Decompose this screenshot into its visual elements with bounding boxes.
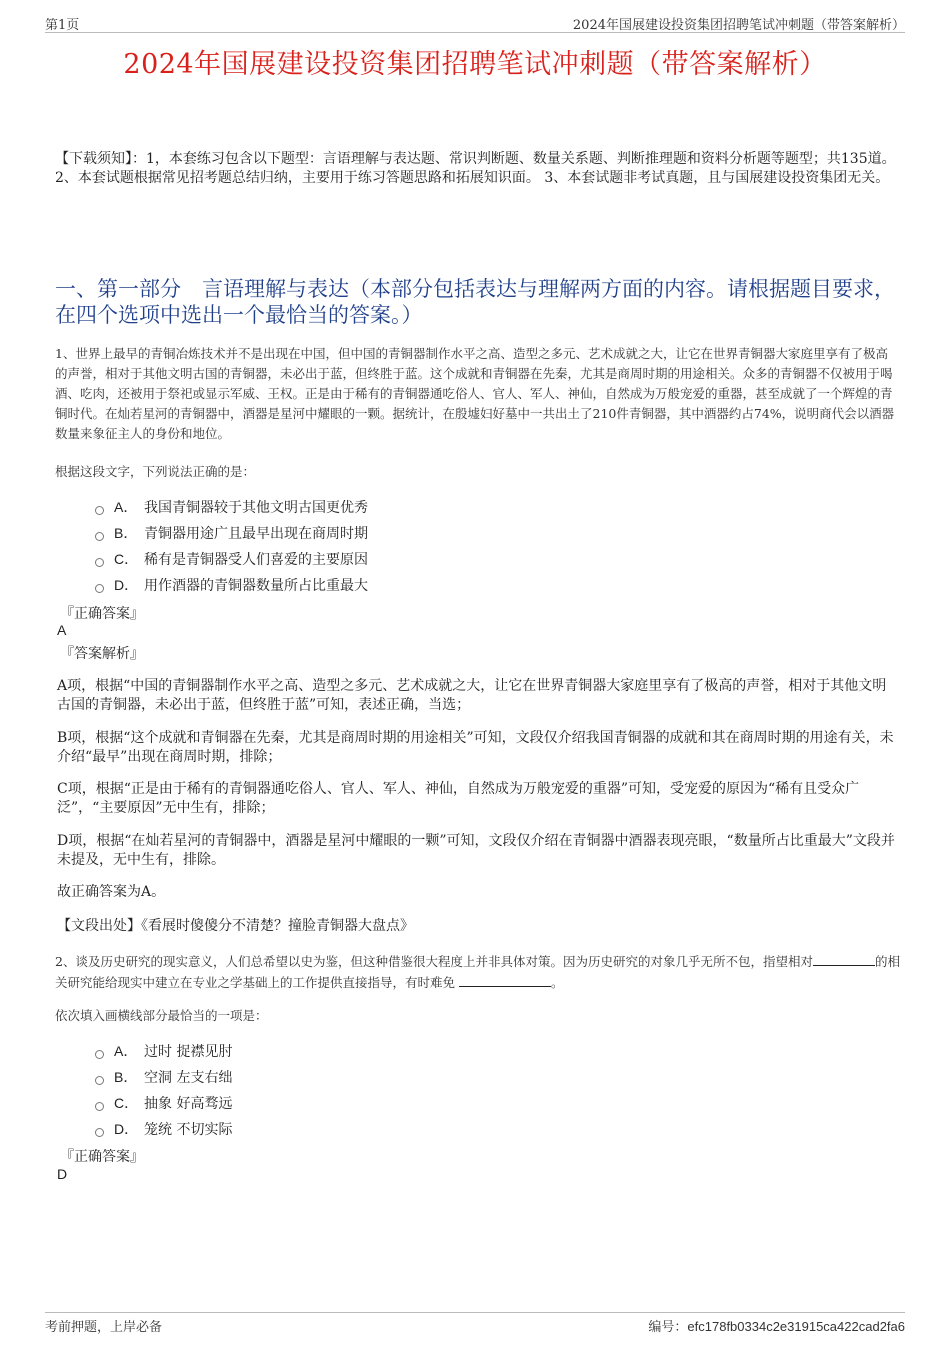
page-header xyxy=(45,12,905,33)
source-citation: 【文段出处】《看展时傻傻分不清楚？撞脸青铜器大盘点》 xyxy=(57,918,414,934)
radio-icon[interactable] xyxy=(95,558,104,567)
radio-icon[interactable] xyxy=(95,1102,104,1111)
option-b[interactable]: B． 青铜器用途广且最早出现在商周时期 xyxy=(95,520,368,546)
footer-slogan: 考前押题，上岸必备 xyxy=(45,1320,163,1335)
option-a[interactable]: A． 过时 捉襟见肘 xyxy=(95,1038,232,1064)
question-1-prompt: 根据这段文字，下列说法正确的是： xyxy=(55,464,256,479)
question-1-text: 1、世界上最早的青铜冶炼技术并不是出现在中国，但中国的青铜器制作水平之高、造型之多元、艺术成就之大，让它在世界青铜器大家庭里享有了极高的声誉，相对于其他文明古国的青铜器，未必出于蓝，但终胜于蓝。这个成就和青铜器在先秦，尤其是商周时期的用途相关。众多的青铜器不仅被用于喝酒、吃肉，还被用于祭祀或显示军威、王权。正是由于稀有的青铜器通吃俗人、官人、军人、神仙，自然成为万般宠爱的重器，甚至成就了一个辉煌的青铜时代。在灿若星河的青铜器中，酒器是星河中耀眼的一颗。据统计，在殷墟妇好墓中一共出土了210件青铜器，其中酒器约占74%，说明商代会以酒器数量来象征主人的身份和地位。 xyxy=(55,346,895,441)
option-c[interactable]: C． 稀有是青铜器受人们喜爱的主要原因 xyxy=(95,546,368,572)
option-b[interactable]: B． 空洞 左支右绌 xyxy=(95,1064,232,1090)
radio-icon[interactable] xyxy=(95,584,104,593)
option-d[interactable]: D． 用作酒器的青铜器数量所占比重最大 xyxy=(95,572,368,598)
analysis-paragraph-b: B项，根据“这个成就和青铜器在先秦，尤其是商周时期的用途相关”可知，文段仅介绍我国青铜器的成就和其在商周时期的用途有关，未介绍“最早”出现在商周时期，排除； xyxy=(57,730,894,765)
option-c[interactable]: C． 抽象 好高骛远 xyxy=(95,1090,232,1116)
blank-1 xyxy=(813,951,875,966)
download-notice: 【下载须知】：1，本套练习包含以下题型：言语理解与表达题、常识判断题、数量关系题、判断推理题和资料分析题等题型；共135道。 2、本套试题根据常见招考题总结归纳，主要用于练习答题思路和拓展知识面。 3、本套试题非考试真题，且与国展建设投资集团无关。 xyxy=(55,151,896,186)
header-doc-title: 2024年国展建设投资集团招聘笔试冲刺题（带答案解析） xyxy=(572,18,905,33)
page-footer xyxy=(45,1312,905,1335)
radio-icon[interactable] xyxy=(95,532,104,541)
analysis-conclusion: 故正确答案为A。 xyxy=(57,884,166,900)
section-title: 一、第一部分 言语理解与表达（本部分包括表达与理解两方面的内容。请根据题目要求，在四个选项中选出一个最恰当的答案。） xyxy=(55,277,895,327)
question-2-options xyxy=(95,1038,232,1142)
blank-2 xyxy=(459,972,551,987)
footer-doc-id: 编号：efc178fb0334c2e31915ca422cad2fa6 xyxy=(648,1319,905,1334)
radio-icon[interactable] xyxy=(95,1076,104,1085)
correct-answer-label: 『正确答案』 xyxy=(60,606,144,622)
question-1-options xyxy=(95,494,368,598)
analysis-label: 『答案解析』 xyxy=(60,646,144,662)
analysis-paragraph-c: C项，根据“正是由于稀有的青铜器通吃俗人、官人、军人、神仙，自然成为万般宠爱的重器”可知，受宠爱的原因为“稀有且受众广泛”，“主要原因”无中生有，排除； xyxy=(57,781,860,816)
analysis-paragraph-a: A项，根据“中国的青铜器制作水平之高、造型之多元、艺术成就之大，让它在世界青铜器大家庭里享有了极高的声誉，相对于其他文明古国的青铜器，未必出于蓝，但终胜于蓝”可知，表述正确，当选； xyxy=(57,678,887,713)
page-number: 第1页 xyxy=(45,18,80,33)
question-2-text: 2、谈及历史研究的现实意义，人们总希望以史为鉴，但这种借鉴很大程度上并非具体对策。因为历史研究的对象几乎无所不包，指望相对 的相关研究能给现实中建立在专业之学基础上的工作提供直接指导，有时难免 。 xyxy=(55,951,900,993)
radio-icon[interactable] xyxy=(95,1050,104,1059)
page-title: 2024年国展建设投资集团招聘笔试冲刺题（带答案解析） xyxy=(123,49,827,80)
radio-icon[interactable] xyxy=(95,1128,104,1137)
analysis-paragraph-d: D项，根据“在灿若星河的青铜器中，酒器是星河中耀眼的一颗”可知，文段仅介绍在青铜器中酒器表现亮眼，“数量所占比重最大”文段并未提及，无中生有，排除。 xyxy=(57,833,895,868)
option-d[interactable]: D． 笼统 不切实际 xyxy=(95,1116,232,1142)
correct-answer: A xyxy=(57,622,67,638)
question-2-prompt: 依次填入画横线部分最恰当的一项是： xyxy=(55,1008,268,1023)
correct-answer: D xyxy=(57,1166,68,1182)
radio-icon[interactable] xyxy=(95,506,104,515)
option-a[interactable]: A． 我国青铜器较于其他文明古国更优秀 xyxy=(95,494,368,520)
correct-answer-label: 『正确答案』 xyxy=(60,1149,144,1165)
